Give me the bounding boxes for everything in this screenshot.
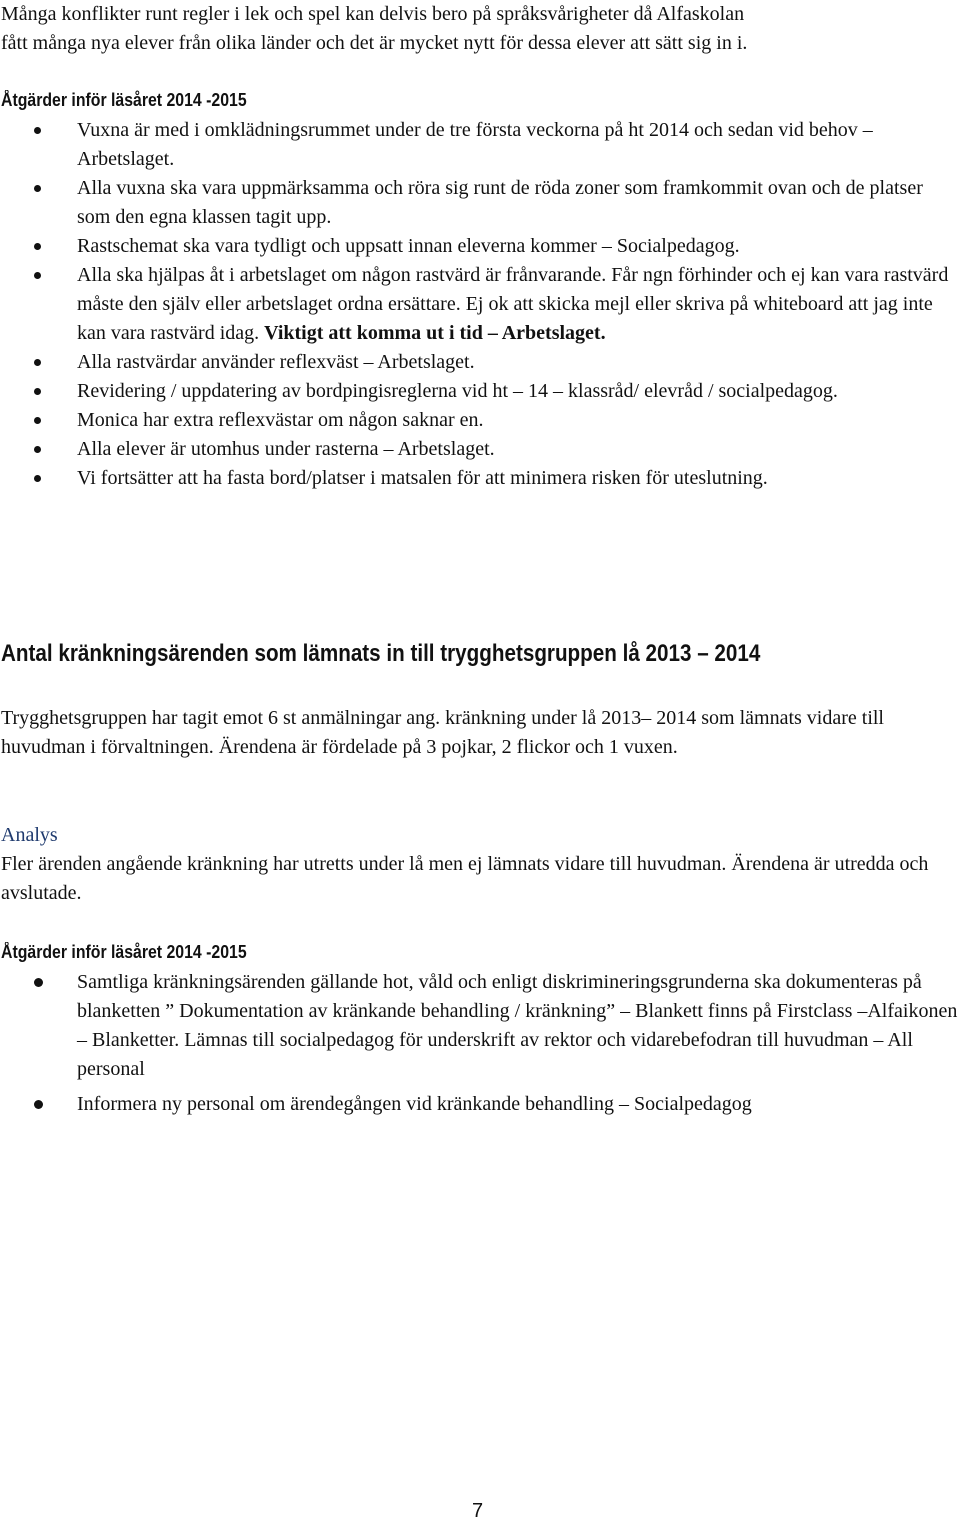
bullet-icon [34,978,43,987]
intro-line-2: fått många nya elever från olika länder och det är mycket nytt för dessa elever att sätt sig in i. [1,32,748,54]
list-item: Revidering / uppdatering av bordpingisreglerna vid ht – 14 – klassråd/ elevråd / socialpedagog. [0,377,960,406]
bullet-icon [34,185,41,192]
section1-bullet-list [0,116,960,493]
bullet-icon [34,446,41,453]
section2-paragraph: Trygghetsgruppen har tagit emot 6 st anmälningar ang. kränkning under lå 2013– 2014 som lämnats vidare till huvudman i förvaltningen. Ärendena är fördelade på 3 pojkar, 2 flickor och 1 vuxen. [1,707,884,758]
bullet-icon [34,417,41,424]
page-number: 7 [472,1500,484,1522]
list-item: Alla ska hjälpas åt i arbetslaget om någon rastvärd är frånvarande. Får ngn förhinder och ej kan vara rastvärd måste den själv eller arbetslaget ordna ersättare. Ej ok att skicka mejl eller skriva på whiteboard att jag inte kan vara rastvärd idag. Viktigt att komma ut i tid – Arbetslaget. [0,261,960,348]
section3-bullet-list [0,968,960,1119]
list-item: Alla elever är utomhus under rasterna – Arbetslaget. [0,435,960,464]
bullet-icon [34,127,41,134]
list-item: Vi fortsätter att ha fasta bord/platser i matsalen för att minimera risken för uteslutning. [0,464,960,493]
intro-line-1: Många konflikter runt regler i lek och spel kan delvis bero på språksvårigheter då Alfaskolan [1,3,745,25]
bullet-icon [34,359,41,366]
section2-heading: Antal kränkningsärenden som lämnats in till trygghetsgruppen lå 2013 – 2014 [1,640,761,667]
list-item: Rastschemat ska vara tydligt och uppsatt innan eleverna kommer – Socialpedagog. [0,232,960,261]
intro-paragraph [1,0,959,58]
bullet-icon [34,475,41,482]
analys-paragraph: Fler ärenden angående kränkning har utretts under lå men ej lämnats vidare till huvudman. Ärendena är utredda och avslutade. [1,853,929,904]
section1-heading: Åtgärder inför läsåret 2014 -2015 [1,90,247,110]
bullet-icon [34,243,41,250]
emphasis-text: Viktigt att komma ut i tid – Arbetslaget. [264,322,606,344]
list-item: Samtliga kränkningsärenden gällande hot, våld och enligt diskrimineringsgrunderna ska dokumenteras på blanketten ” Dokumentation av kränkande behandling / kränkning” – Blankett finns på Firstclass –Alfaikonen – Blanketter. Lämnas till socialpedagog för underskrift av rektor och vidarebefodran till huvudman – All personal [0,968,960,1084]
list-item: Vuxna är med i omklädningsrummet under de tre första veckorna på ht 2014 och sedan vid behov – Arbetslaget. [0,116,960,174]
list-item: Informera ny personal om ärendegången vid kränkande behandling – Socialpedagog [0,1090,960,1119]
bullet-icon [34,388,41,395]
list-item: Alla vuxna ska vara uppmärksamma och röra sig runt de röda zoner som framkommit ovan och de platser som den egna klassen tagit upp. [0,174,960,232]
section3-heading: Åtgärder inför läsåret 2014 -2015 [1,942,247,962]
bullet-icon [34,272,41,279]
list-item: Alla rastvärdar använder reflexväst – Arbetslaget. [0,348,960,377]
bullet-icon [34,1100,43,1109]
list-item: Monica har extra reflexvästar om någon saknar en. [0,406,960,435]
analys-title: Analys [1,824,58,846]
